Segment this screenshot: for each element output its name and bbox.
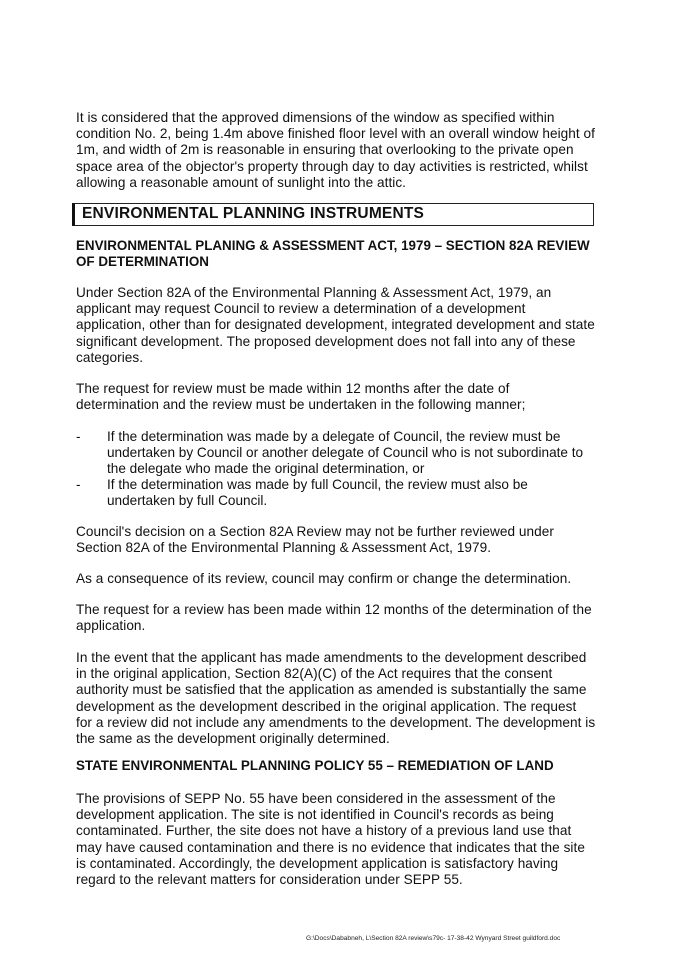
paragraph-82a-within-time: The request for a review has been made within 12 months of the determination of the application. bbox=[76, 602, 592, 634]
paragraph-82a-consequence: As a consequence of its review, council may confirm or change the determination. bbox=[76, 571, 572, 586]
paragraph-82a-decision: Council's decision on a Section 82A Review may not be further reviewed under Section 82A of the Environmental Planning & Assessment Act, 1979. bbox=[76, 524, 554, 556]
paragraph-82a-timing: The request for review must be made within 12 months after the date of determination and the review must be undertaken in the following manner; bbox=[76, 381, 526, 413]
section-heading-box bbox=[72, 203, 594, 226]
bullet-text-full-council: If the determination was made by full Council, the review must also be undertaken by full Council. bbox=[107, 477, 528, 509]
paragraph-82a-overview: Under Section 82A of the Environmental Planning & Assessment Act, 1979, an applicant may request Council to review a determination of a development application, other than for designated development, integrated development and state significant development. The proposed development does not fall into any of these categories. bbox=[76, 285, 595, 365]
bullet-dash: - bbox=[76, 477, 81, 492]
intro-paragraph: It is considered that the approved dimensions of the window as specified within condition No. 2, being 1.4m above finished floor level with an overall window height of 1m, and width of 2m is reasonable in ensuring that overlooking to the private open space area of the objector's property through day to day activities is restricted, whilst allowing a reasonable amount of sunlight into the attic. bbox=[76, 110, 595, 190]
bullet-text-delegate: If the determination was made by a delegate of Council, the review must be undertaken by Council or another delegate of Council who is not subordinate to the delegate who made the original determination, or bbox=[107, 429, 584, 477]
subheading-sepp-55: STATE ENVIRONMENTAL PLANNING POLICY 55 – REMEDIATION OF LAND bbox=[76, 758, 554, 773]
paragraph-82a-amendments: In the event that the applicant has made amendments to the development described in the original application, Section 82(A)(C) of the Act requires that the consent authority must be satisfied that the application as amended is substantially the same development as the development described in the original application. The request for a review did not include any amendments to the development. The development is the same as the development originally determined. bbox=[76, 650, 596, 747]
footer-file-path: G:\Docs\Dababneh, L\Section 82A review\s79c- 17-38-42 Wynyard Street guildford.doc bbox=[306, 935, 561, 942]
section-heading: ENVIRONMENTAL PLANNING INSTRUMENTS bbox=[82, 205, 425, 222]
bullet-dash: - bbox=[76, 429, 81, 444]
subheading-section-82a: ENVIRONMENTAL PLANING & ASSESSMENT ACT, 1979 – SECTION 82A REVIEW OF DETERMINATION bbox=[76, 238, 590, 269]
paragraph-sepp-55: The provisions of SEPP No. 55 have been considered in the assessment of the development application. The site is not identified in Council's records as being contaminated. Further, the site does not have a history of a previous land use that may have caused contamination and there is no evidence that indicates that the site is contaminated. Accordingly, the development application is satisfactory having regard to the relevant matters for consideration under SEPP 55. bbox=[76, 791, 585, 888]
